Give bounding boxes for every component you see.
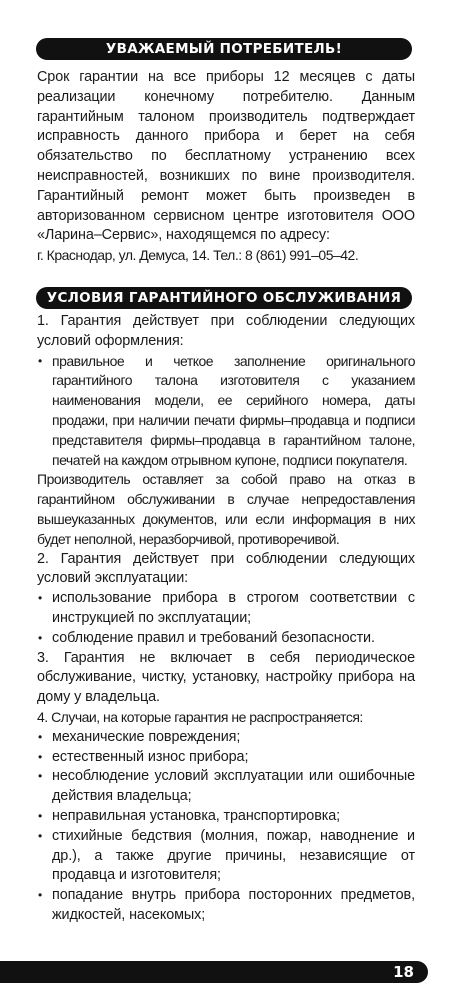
list-item-text: попадание внутрь прибора посторонних предметов, жидкостей, насекомых; (52, 887, 415, 923)
section-title-dear-consumer: УВАЖАЕМЫЙ ПОТРЕБИТЕЛЬ! (36, 38, 412, 60)
condition-4-heading: 4. Случаи, на которые гарантия не распространяется: (37, 708, 363, 725)
service-center-address: г. Краснодар, ул. Демуса, 14. Тел.: 8 (861) 991–05–42. (37, 247, 359, 264)
list-item-text: неправильная установка, транспортировка; (52, 807, 341, 824)
list-item (37, 807, 415, 827)
manufacturer-right-text: Производитель оставляет за собой право на отказ в гарантийном обслуживании в случае непредоставления вышеуказанных документов, или если информация в них будет неполной, неразборчивой, противоречивой. (37, 471, 415, 547)
list-item-text: стихийные бедствия (молния, пожар, наводнение и др.), а также другие причины, независящие от продавца и изготовителя; (52, 827, 415, 884)
list-item (37, 767, 415, 807)
warranty-intro-text: Срок гарантии на все приборы 12 месяцев с даты реализации конечному потребителю. Данным гарантийным талоном производитель подтверждает исправность данного прибора и берет на себя обязательство по бесплатному устранению всех неисправностей, возникших по вине производителя. Гарантийный ремонт может быть произведен в авторизованном сервисном центре изготовителя ООО «Ларина–Сервис», находящемся по адресу: (37, 69, 415, 244)
bullet-icon: • (38, 630, 43, 645)
list-item (37, 629, 415, 649)
bullet-icon: • (38, 828, 43, 843)
footer-bar (0, 961, 428, 983)
section-title-warranty-conditions: УСЛОВИЯ ГАРАНТИЙНОГО ОБСЛУЖИВАНИЯ (36, 287, 412, 309)
bullet-icon: • (38, 749, 43, 764)
list-item-text: механические повреждения; (52, 728, 241, 745)
condition-1-heading: 1. Гарантия действует при соблюдении следующих условий оформления: (37, 313, 415, 349)
bullet-icon: • (38, 808, 43, 823)
bullet-icon: • (38, 729, 43, 744)
list-item-text: правильное и четкое заполнение оригинального гарантийного талона изготовителя с указанием наименования модели, ее серийного номера, даты продажи, при наличии печати фирмы–продавца и подписи представителя фирмы–продавца в гарантийном талоне, печатей на каждом отрывном купоне, подписи покупателя. (52, 352, 415, 468)
bullet-icon: • (38, 769, 43, 784)
list-item (37, 748, 415, 768)
list-item (37, 827, 415, 886)
list-item (37, 886, 415, 926)
condition-3-text: 3. Гарантия не включает в себя периодическое обслуживание, чистку, установку, настройку прибора на дому у владельца. (37, 649, 415, 706)
list-item-text: несоблюдение условий эксплуатации или ошибочные действия владельца; (52, 768, 415, 805)
condition-1-list (37, 352, 415, 471)
list-item-text: естественный износ прибора; (52, 748, 249, 765)
list-item (37, 728, 415, 748)
condition-2-heading: 2. Гарантия действует при соблюдении следующих условий эксплуатации: (37, 550, 415, 587)
list-item-text: использование прибора в строгом соответствии с инструкцией по эксплуатации; (52, 590, 415, 626)
warranty-intro (37, 68, 415, 266)
page-number: 18 (393, 963, 414, 981)
bullet-icon: • (38, 591, 43, 606)
list-item-text: соблюдение правил и требований безопасности. (52, 629, 375, 646)
condition-2-list (37, 589, 415, 648)
list-item (37, 589, 415, 629)
warranty-conditions (37, 312, 415, 926)
bullet-icon: • (38, 888, 43, 903)
condition-4-list (37, 728, 415, 926)
bullet-icon: • (38, 353, 42, 368)
list-item (37, 352, 415, 471)
